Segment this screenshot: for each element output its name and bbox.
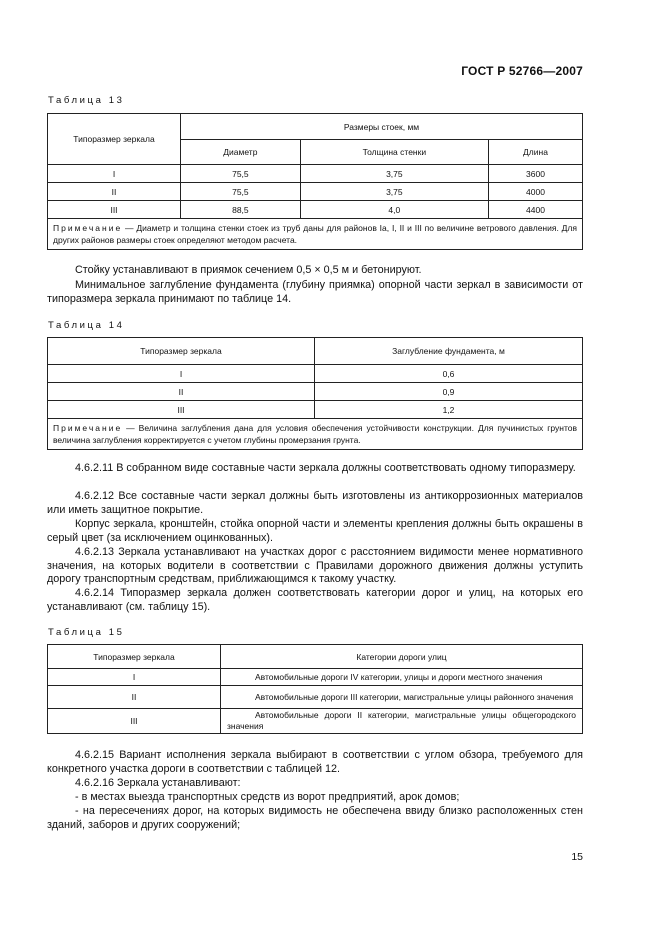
cell: 4000 bbox=[488, 183, 582, 201]
note-label: Примечание bbox=[53, 223, 123, 233]
t15-col-category: Категории дороги улиц bbox=[221, 645, 583, 669]
paragraph: 4.6.2.15 Вариант исполнения зеркала выбирают в соответствии с углом обзора, требуемого для конкретного участка дороги в соответствии с таблицей 12. bbox=[47, 749, 583, 775]
table-14 bbox=[47, 337, 583, 450]
paragraph: - на пересечениях дорог, на которых видимость не обеспечена ввиду близко расположенных стен зданий, заборов и других сооружений; bbox=[47, 805, 583, 831]
cell: 3,75 bbox=[300, 183, 488, 201]
t13-note bbox=[48, 219, 583, 250]
paragraph: - в местах выезда транспортных средств из ворот предприятий, арок домов; bbox=[75, 791, 460, 803]
t15-col-size: Типоразмер зеркала bbox=[48, 645, 221, 669]
t13-col-length: Длина bbox=[488, 140, 582, 165]
table-row bbox=[48, 183, 583, 201]
t13-col-wall: Толщина стенки bbox=[300, 140, 488, 165]
table-13-caption: Таблица 13 bbox=[48, 95, 125, 106]
cell: II bbox=[48, 686, 221, 709]
cell: 0,6 bbox=[315, 365, 583, 383]
t14-col-size: Типоразмер зеркала bbox=[48, 338, 315, 365]
cell: III bbox=[48, 401, 315, 419]
t14-note bbox=[48, 419, 583, 450]
cell: Автомобильные дороги IV категории, улицы и дороги местного значения bbox=[221, 669, 583, 686]
table-15-caption: Таблица 15 bbox=[48, 627, 125, 638]
table-note-row bbox=[48, 419, 583, 450]
table-row bbox=[48, 201, 583, 219]
table-row bbox=[48, 383, 583, 401]
table-14-caption: Таблица 14 bbox=[48, 320, 125, 331]
note-text: — Диаметр и толщина стенки стоек из труб даны для районов Iа, I, II и III по величине ветрового давления. Для других районов размеры стоек определяют методом расчета. bbox=[53, 223, 577, 245]
note-text: — Величина заглубления дана для условия обеспечения устойчивости конструкции. Для пучинистых грунтов величина заглубления корректируется с учетом глубины промерзания грунта. bbox=[53, 423, 577, 445]
table-row bbox=[48, 401, 583, 419]
table-row bbox=[48, 709, 583, 734]
table-13 bbox=[47, 113, 583, 250]
table-note-row bbox=[48, 219, 583, 250]
cell: I bbox=[48, 365, 315, 383]
cell: 4,0 bbox=[300, 201, 488, 219]
cell: I bbox=[48, 165, 181, 183]
cell: 0,9 bbox=[315, 383, 583, 401]
cell: 75,5 bbox=[181, 183, 301, 201]
table-row bbox=[48, 165, 583, 183]
cell: II bbox=[48, 183, 181, 201]
paragraph: 4.6.2.12 Все составные части зеркал должны быть изготовлены из антикоррозионных материалов или иметь защитное покрытие. bbox=[47, 490, 583, 516]
cell: 75,5 bbox=[181, 165, 301, 183]
paragraph: 4.6.2.13 Зеркала устанавливают на участках дорог с расстоянием видимости менее нормативного значения, на которых водители в соответствии с Правилами дорожного движения должны уступить дорогу транспортным средствам, приближающимся к такому участку. bbox=[47, 546, 583, 585]
cell: I bbox=[48, 669, 221, 686]
cell: Автомобильные дороги III категории, магистральные улицы районного значения bbox=[221, 686, 583, 709]
table-15 bbox=[47, 644, 583, 734]
cell: Автомобильные дороги II категории, магистральные улицы общегородского значения bbox=[221, 709, 583, 734]
t14-col-depth: Заглубление фундамента, м bbox=[315, 338, 583, 365]
cell: 4400 bbox=[488, 201, 582, 219]
paragraph: Корпус зеркала, кронштейн, стойка опорной части и элементы крепления должны быть окрашены в серый цвет (за исключением оцинкованных). bbox=[47, 518, 583, 544]
table-row bbox=[48, 686, 583, 709]
table-row bbox=[48, 669, 583, 686]
cell: 3,75 bbox=[300, 165, 488, 183]
t13-col-diameter: Диаметр bbox=[181, 140, 301, 165]
paragraph: 4.6.2.11 В собранном виде составные части зеркала должны соответствовать одному типоразмеру. bbox=[75, 462, 576, 474]
table-row bbox=[48, 365, 583, 383]
note-label: Примечание bbox=[53, 423, 123, 433]
page-number: 15 bbox=[571, 851, 583, 863]
cell: III bbox=[48, 201, 181, 219]
cell: 3600 bbox=[488, 165, 582, 183]
t13-group-header: Размеры стоек, мм bbox=[181, 114, 583, 140]
cell: II bbox=[48, 383, 315, 401]
paragraph: Стойку устанавливают в приямок сечением 0,5 × 0,5 м и бетонируют. bbox=[75, 264, 422, 276]
paragraph: 4.6.2.16 Зеркала устанавливают: bbox=[75, 777, 241, 789]
paragraph: 4.6.2.14 Типоразмер зеркала должен соответствовать категории дорог и улиц, на которых его устанавливают (см. таблицу 15). bbox=[47, 587, 583, 613]
t13-col-size: Типоразмер зеркала bbox=[48, 114, 181, 165]
document-header: ГОСТ Р 52766—2007 bbox=[461, 64, 583, 78]
cell: 1,2 bbox=[315, 401, 583, 419]
paragraph: Минимальное заглубление фундамента (глубину приямка) опорной части зеркал в зависимости от типоразмера зеркала принимают по таблице 14. bbox=[47, 279, 583, 305]
cell: III bbox=[48, 709, 221, 734]
cell: 88,5 bbox=[181, 201, 301, 219]
